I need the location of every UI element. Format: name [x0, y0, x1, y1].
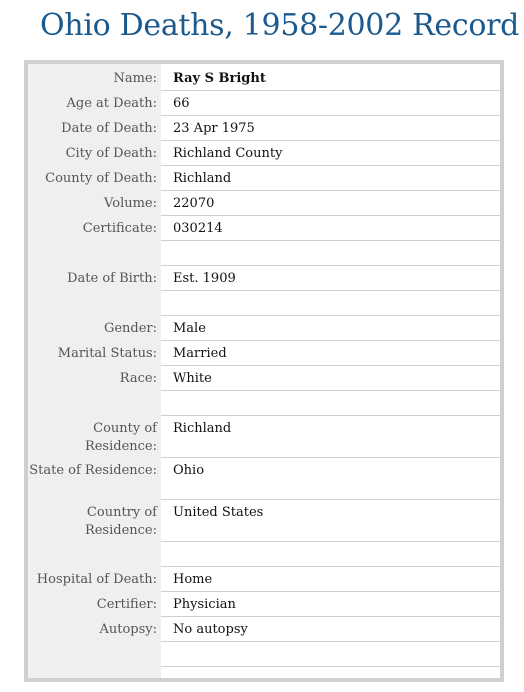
record-row-marital-status — [28, 341, 500, 366]
record-row-spacer — [28, 291, 500, 316]
field-label: Certifier: — [96, 597, 157, 612]
field-value-hospital-of-death: Home — [161, 567, 500, 592]
record-row-race — [28, 366, 500, 391]
field-value-certifier: Physician — [161, 592, 500, 617]
record-row-certificate — [28, 216, 500, 241]
field-label: City of Death: — [65, 146, 157, 161]
record-row-hospital-of-death — [28, 567, 500, 592]
field-value-volume: 22070 — [161, 191, 500, 216]
record-row-spacer — [28, 241, 500, 266]
field-value-empty — [161, 241, 500, 266]
field-label: Certificate: — [82, 221, 157, 236]
record-row-city-of-death — [28, 141, 500, 166]
field-label: County of Death: — [45, 171, 157, 186]
field-value-empty — [161, 391, 500, 416]
record-row-certifier — [28, 592, 500, 617]
field-value-city-of-death: Richland County — [161, 141, 500, 166]
field-value-gender: Male — [161, 316, 500, 341]
record-row-county-of-residence — [28, 416, 500, 458]
record-row-volume — [28, 191, 500, 216]
field-label: Autopsy: — [99, 622, 157, 637]
field-label: Marital Status: — [57, 346, 157, 361]
record-panel — [24, 60, 504, 682]
field-label: Age at Death: — [66, 96, 157, 111]
field-label: Country of Residence: — [84, 505, 157, 538]
field-value-date-of-death: 23 Apr 1975 — [161, 116, 500, 141]
field-value-empty — [161, 542, 500, 567]
field-label: State of Residence: — [29, 463, 157, 478]
field-label: Date of Birth: — [67, 271, 157, 286]
field-label — [28, 391, 161, 416]
record-row-date-of-death — [28, 116, 500, 141]
record-row-age-at-death — [28, 91, 500, 116]
field-value-race: White — [161, 366, 500, 391]
field-value-age-at-death: 66 — [161, 91, 500, 116]
record-rows — [28, 66, 500, 667]
field-value-county-of-death: Richland — [161, 166, 500, 191]
field-label: Gender: — [103, 321, 157, 336]
field-value-county-of-residence: Richland — [161, 416, 500, 458]
record-row-spacer — [28, 542, 500, 567]
record-row-county-of-death — [28, 166, 500, 191]
field-value-certificate: 030214 — [161, 216, 500, 241]
field-label: Race: — [119, 371, 157, 386]
field-value-name: Ray S Bright — [161, 66, 500, 91]
field-label — [28, 241, 161, 266]
field-label — [28, 291, 161, 316]
field-label — [28, 642, 161, 667]
field-value-country-of-residence: United States — [161, 500, 500, 542]
field-value-empty — [161, 291, 500, 316]
field-label: County of Residence: — [84, 421, 157, 454]
record-row-autopsy — [28, 617, 500, 642]
field-value-state-of-residence: Ohio — [161, 458, 500, 500]
field-label: Volume: — [104, 196, 157, 211]
field-value-date-of-birth: Est. 1909 — [161, 266, 500, 291]
field-label: Hospital of Death: — [36, 572, 157, 587]
field-value-empty — [161, 642, 500, 667]
record-row-gender — [28, 316, 500, 341]
field-value-autopsy: No autopsy — [161, 617, 500, 642]
record-row-country-of-residence — [28, 500, 500, 542]
record-row-spacer — [28, 391, 500, 416]
record-inner — [28, 64, 500, 678]
record-row-date-of-birth — [28, 266, 500, 291]
record-row-name — [28, 66, 500, 91]
page-title: Ohio Deaths, 1958-2002 Record — [40, 8, 520, 43]
record-row-spacer — [28, 642, 500, 667]
field-label — [28, 542, 161, 567]
field-label: Name: — [113, 71, 157, 86]
record-row-state-of-residence — [28, 458, 500, 500]
field-value-marital-status: Married — [161, 341, 500, 366]
field-label: Date of Death: — [61, 121, 157, 136]
